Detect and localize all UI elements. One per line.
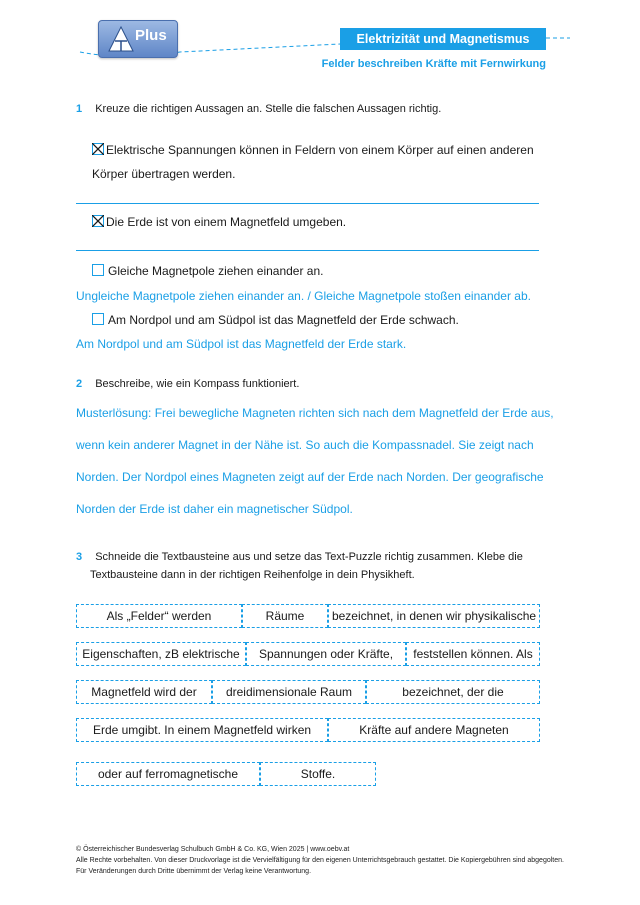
task2-answer-line-2: wenn kein anderer Magnet in der Nähe ist. So auch die Kompassnadel. Sie zeigt nach xyxy=(76,438,534,452)
puzzle-tile[interactable]: dreidimensionale Raum xyxy=(212,680,366,704)
checkbox-empty-icon[interactable] xyxy=(92,313,104,325)
chapter-subtitle: Felder beschreiben Kräfte mit Fernwirkung xyxy=(321,58,546,70)
task3-instruction-row xyxy=(76,548,566,584)
task1-instruction-row xyxy=(76,100,441,118)
statement-3-correction: Ungleiche Magnetpole ziehen einander an. / Gleiche Magnetpole stoßen einander ab. xyxy=(76,289,531,303)
puzzle-tile[interactable]: oder auf ferromagnetische xyxy=(76,762,260,786)
statement-1-text: Elektrische Spannungen können in Feldern von einem Körper auf einen anderen xyxy=(106,143,534,157)
puzzle-tile[interactable]: Als „Felder“ werden xyxy=(76,604,242,628)
task3-number: 3 xyxy=(76,551,83,563)
chapter-banner: Elektrizität und Magnetismus xyxy=(340,28,546,50)
triangle-logo-icon xyxy=(107,25,135,53)
puzzle-tile[interactable]: Magnetfeld wird der xyxy=(76,680,212,704)
puzzle-tile[interactable]: Kräfte auf andere Magneten xyxy=(328,718,540,742)
statement-4 xyxy=(92,308,459,332)
puzzle-tile[interactable]: Räume xyxy=(242,604,328,628)
task3-instruction-1: Schneide die Textbausteine aus und setze das Text-Puzzle richtig zusammen. Klebe die xyxy=(95,551,523,563)
puzzle-tile[interactable]: Spannungen oder Kräfte, xyxy=(246,642,406,666)
footer-copyright: © Österreichischer Bundesverlag Schulbuch GmbH & Co. KG, Wien 2025 | www.oebv.at xyxy=(76,846,350,853)
checkbox-empty-icon[interactable] xyxy=(92,264,104,276)
puzzle-tile[interactable]: Stoffe. xyxy=(260,762,376,786)
task2-instruction: Beschreibe, wie ein Kompass funktioniert. xyxy=(95,378,300,390)
publisher-logo xyxy=(98,20,178,58)
footer xyxy=(76,844,616,877)
task3-instruction-2: Textbausteine dann in der richtigen Reihenfolge in dein Physikheft. xyxy=(90,569,415,581)
statement-1 xyxy=(92,138,562,186)
checkbox-crossed-icon[interactable] xyxy=(92,143,104,155)
puzzle-tile[interactable]: feststellen können. Als xyxy=(406,642,540,666)
logo-text: Plus xyxy=(135,27,167,44)
statement-3 xyxy=(92,259,323,283)
statement-2 xyxy=(92,210,346,234)
statement-3-text: Gleiche Magnetpole ziehen einander an. xyxy=(108,264,324,278)
statement-2-text: Die Erde ist von einem Magnetfeld umgeben. xyxy=(106,215,347,229)
puzzle-tile[interactable]: bezeichnet, in denen wir physikalische xyxy=(328,604,540,628)
puzzle-tile[interactable]: bezeichnet, der die xyxy=(366,680,540,704)
task1-instruction: Kreuze die richtigen Aussagen an. Stelle die falschen Aussagen richtig. xyxy=(95,103,442,115)
statement-1-text-cont: Körper übertragen werden. xyxy=(92,167,236,181)
task2-answer-line-3: Norden. Der Nordpol eines Magneten zeigt auf der Erde nach Norden. Der geografische xyxy=(76,470,544,484)
footer-rights: Alle Rechte vorbehalten. Von dieser Druckvorlage ist die Vervielfältigung für den eigenen Unterrichtsgebrauch gestattet. Die Kopiergebühren sind abgegolten. xyxy=(76,857,564,864)
task2-answer-line-1: Musterlösung: Frei bewegliche Magneten richten sich nach dem Magnetfeld der Erde aus, xyxy=(76,406,554,420)
task2-number: 2 xyxy=(76,378,83,390)
statement-4-text: Am Nordpol und am Südpol ist das Magnetfeld der Erde schwach. xyxy=(108,313,459,327)
answer-line-1[interactable] xyxy=(76,203,539,204)
task2-instruction-row xyxy=(76,375,299,393)
statement-4-correction: Am Nordpol und am Südpol ist das Magnetfeld der Erde stark. xyxy=(76,337,407,351)
puzzle-tile[interactable]: Erde umgibt. In einem Magnetfeld wirken xyxy=(76,718,328,742)
checkbox-crossed-icon[interactable] xyxy=(92,215,104,227)
answer-line-2[interactable] xyxy=(76,250,539,251)
task2-answer-line-4: Norden der Erde ist daher ein magnetischer Südpol. xyxy=(76,502,353,516)
footer-disclaimer: Für Veränderungen durch Dritte übernimmt der Verlag keine Verantwortung. xyxy=(76,868,312,875)
task1-number: 1 xyxy=(76,103,83,115)
puzzle-tile[interactable]: Eigenschaften, zB elektrische xyxy=(76,642,246,666)
